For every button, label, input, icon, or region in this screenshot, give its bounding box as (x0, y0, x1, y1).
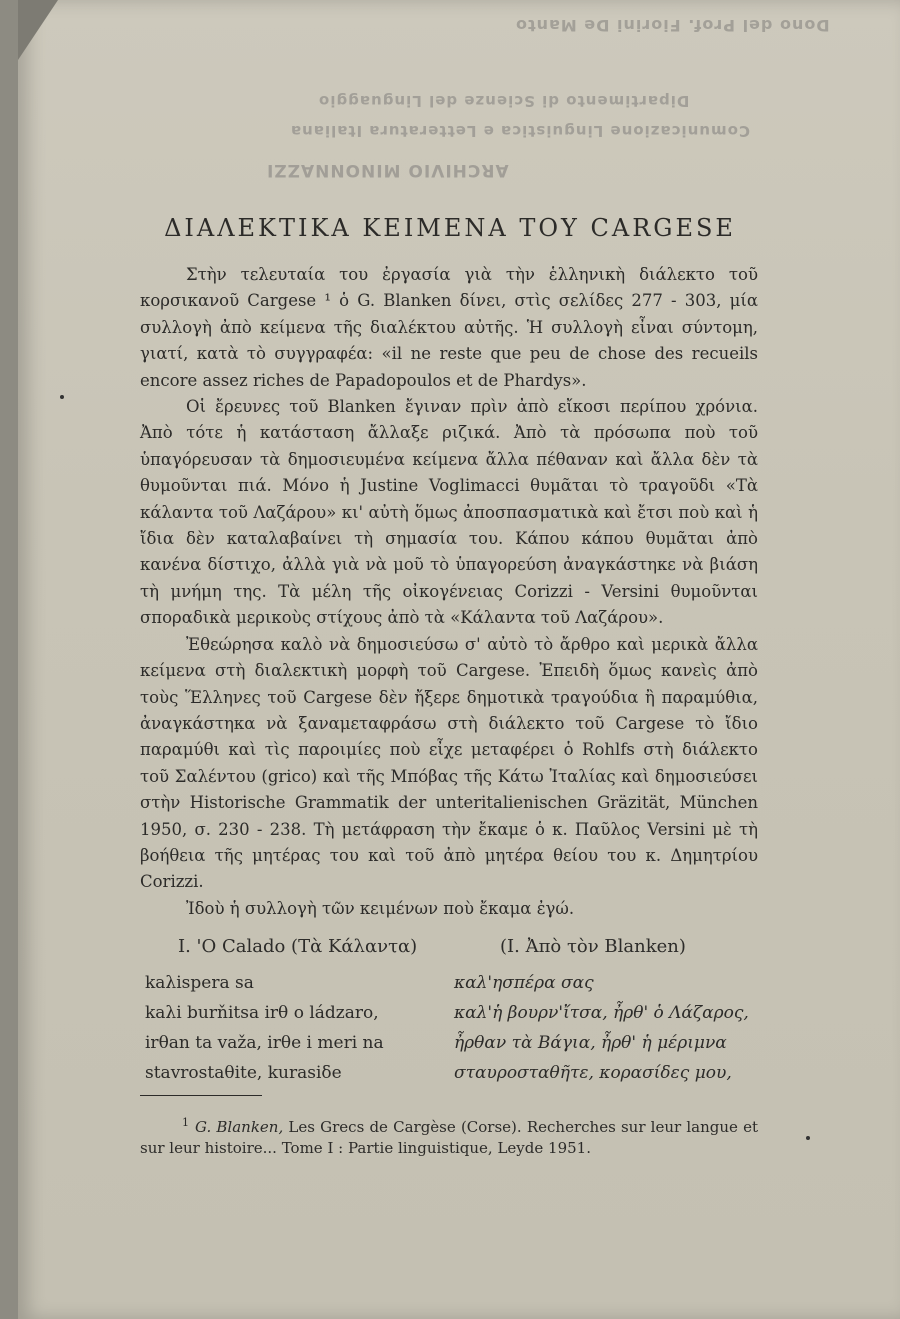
torn-corner (18, 0, 58, 60)
footnote-divider (140, 1095, 262, 1096)
poem-line: ἦρθαν τὰ Βάγια, ἦρθ' ἡ μέριμνα (454, 1033, 727, 1053)
footnote-text: Les Grecs de Cargèse (Corse). Recherches sur leur langue et sur leur histoire... Tome I : Partie linguistique, Leyde 1951. (140, 1118, 758, 1157)
library-stamp-subdepartment: Comunicazione Linguistica e Letteratura Italiana (290, 122, 750, 140)
paragraph-intro: Στὴν τελευταία του ἐργασία γιὰ τὴν ἑλληνικὴ διάλεκτο τοῦ κορσικανοῦ Cargese ¹ ὁ G. Blanken δίνει, στὶς σελίδες 277 - 303, μία συλλογὴ ἀπὸ κείμενα τῆς διαλέκτου αὐτῆς. Ἡ συλλογὴ εἶναι σύντομη, γιατί, κατὰ τὸ συγγραφέα: «il ne reste que peu de chose des recueils encore assez riches de Papadopoulos et de Phardys». (140, 265, 758, 390)
library-stamp-donor: Dono del Prof. Fiorini De Manto (515, 16, 830, 35)
poem-greek-column (454, 968, 749, 1088)
paper-speck (60, 395, 64, 399)
footnote-mark: 1 (182, 1116, 189, 1129)
poem-line: καλ'ἡ βουρν'ἴτσα, ἦρθ' ὁ Λάζαρος, (454, 1003, 749, 1023)
poem-line: καλ'ησπέρα σας (454, 973, 594, 993)
body-text (140, 262, 758, 922)
poem-line: irθan ta važa, irθe i meri na (145, 1033, 384, 1053)
paragraph-collection: Ἰδοὺ ἡ συλλογὴ τῶν κειμένων ποὺ ἔκαμα ἐγώ. (186, 898, 575, 918)
poem-heading-dialect: I. 'O Calado (Τὰ Κάλαντα) (178, 936, 418, 957)
poem-line: σταυροσταθῆτε, κορασίδες μου, (454, 1063, 732, 1083)
footnote-author: G. Blanken, (195, 1118, 284, 1136)
library-stamp-archive: ARCHIVIO MINONNAZZI (266, 160, 509, 180)
paragraph-research: Οἱ ἔρευνες τοῦ Blanken ἔγιναν πρὶν ἀπὸ εἴκοσι περίπου χρόνια. Ἀπὸ τότε ἡ κατάσταση ἄλλαξε ριζικά. Ἀπὸ τὰ πρόσωπα ποὺ τοῦ ὑπαγόρευσαν τὰ δημοσιευμένα κείμενα ἄλλα πέθαναν καὶ ἄλλα δὲν τὰ θυμοῦνται πιά. Μόνο ἡ Justine Voglimacci θυμᾶται τὸ τραγοῦδι «Τὰ κάλαντα τοῦ Λαζάρου» κι' αὐτὴ ὅμως ἀποσπασματικὰ καὶ ἔτσι ποὺ καὶ ἡ ἴδια δὲν καταλαβαίνει τὴ σημασία του. Κάπου κάπου θυμᾶται ἀπὸ κανένα δίστιχο, ἀλλὰ γιὰ νὰ μοῦ τὸ ὑπαγορεύση ἀναγκάστηκε νὰ βιάση τὴ μνήμη της. Τὰ μέλη τῆς οἰκογένειας Corizzi - Versini θυμοῦνται σποραδικὰ μερικοὺς στίχους ἀπὸ τὰ «Κάλαντα τοῦ Λαζάρου». (140, 397, 758, 628)
poem-heading-source: (I. Ἀπὸ τὸν Blanken) (500, 936, 686, 957)
library-stamp-department: Dipartimento di Scienze del Linguaggio (318, 92, 690, 110)
page-title: ΔΙΑΛΕΚΤΙΚΑ ΚΕΙΜΕΝΑ ΤΟΥ CARGESE (164, 214, 736, 242)
paragraph-translation: Ἐθεώρησα καλὸ νὰ δημοσιεύσω σ' αὐτὸ τὸ ἄρθρο καὶ μερικὰ ἄλλα κείμενα στὴ διαλεκτικὴ μορφὴ τοῦ Cargese. Ἐπειδὴ ὅμως κανεὶς ἀπὸ τοὺς Ἕλληνες τοῦ Cargese δὲν ἤξερε δημοτικὰ τραγούδια ἢ παραμύθια, ἀναγκάστηκα νὰ ξαναμεταφράσω στὴ διάλεκτο τοῦ Cargese τὸ ἴδιο παραμύθι καὶ τὶς παροιμίες ποὺ εἶχε μεταφέρει ὁ Rohlfs στὴ διάλεκτο τοῦ Σαλέντου (grico) καὶ τῆς Μπόβας τῆς Κάτω Ἰταλίας καὶ δημοσιεύσει στὴν Historische Grammatik der unteritalienischen Gräzität, München 1950, σ. 230 - 238. Τὴ μετάφραση τὴν ἔκαμε ὁ κ. Παῦλος Versini μὲ τὴ βοήθεια τῆς μητέρας του καὶ τοῦ ἀπὸ μητέρα θείου του κ. Δημητρίου Corizzi. (140, 634, 758, 892)
poem-dialect-column (145, 968, 384, 1088)
footnote (140, 1112, 758, 1159)
paper-speck (806, 1136, 810, 1140)
poem-line: kaλi burňitsa irθ o ládzaro, (145, 1003, 379, 1023)
poem-line: stavrostaθite, kurasiδe (145, 1063, 342, 1083)
poem-line: kaλispera sa (145, 973, 254, 993)
